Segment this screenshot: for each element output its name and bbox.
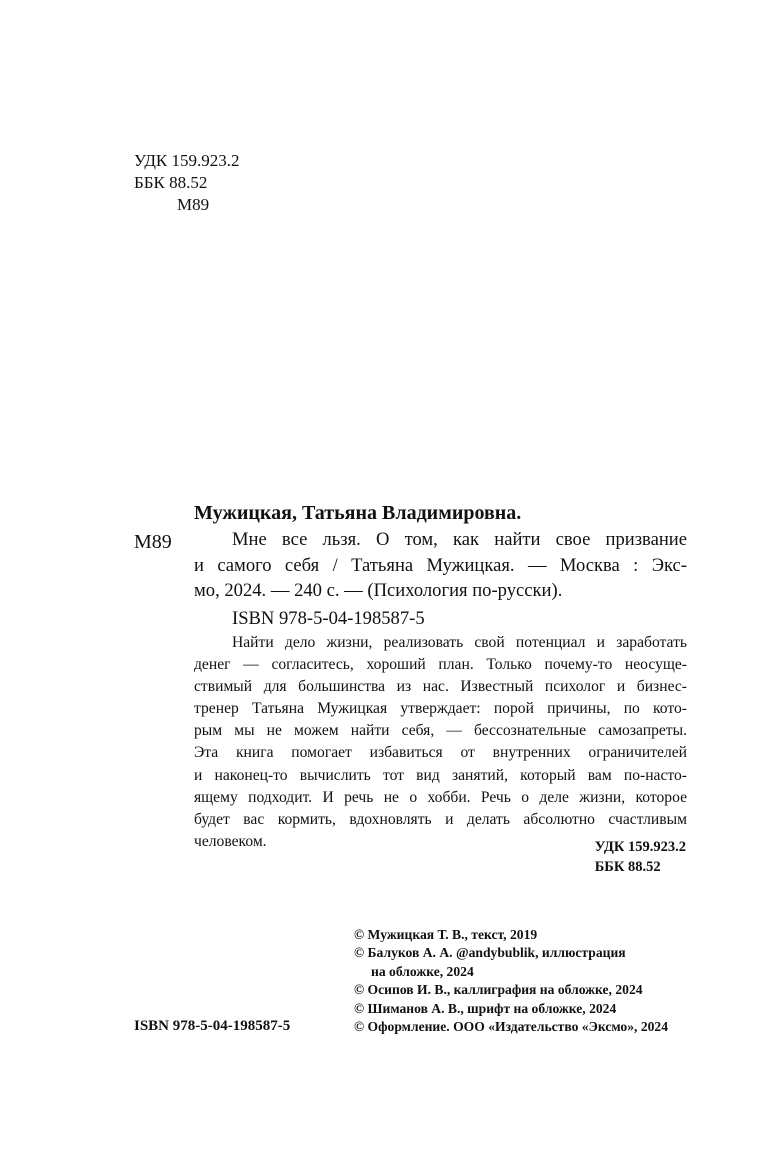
top-classification-codes [134,150,240,216]
annotation-line: человеком. [194,832,267,850]
annotation-line: и наконец-то вычислить тот вид занятий, который вам по-насто- [194,766,687,784]
bibliographic-description [194,527,687,604]
annotation [194,632,687,853]
description-line: и самого себя / Татьяна Мужицкая. — Москва : Экс- [194,554,687,576]
author-heading: Мужицкая, Татьяна Владимировна. [194,502,522,524]
annotation-line: тренер Татьяна Мужицкая утверждает: порой причины, по кото- [194,700,687,718]
right-classification-codes [595,837,686,877]
annotation-line: Найти дело жизни, реализовать свой потенциал и заработать [232,634,687,651]
annotation-line: денег — согласитесь, хороший план. Только почему-то неосуще- [194,656,687,674]
bottom-isbn: ISBN 978-5-04-198587-5 [134,1018,291,1034]
copyright-design: © Оформление. ООО «Издательство «Эксмо», 2024 [354,1019,669,1035]
copyright-calligraphy: © Осипов И. В., каллиграфия на обложке, 2024 [354,982,643,998]
description-line: мо, 2024. — 240 с. — (Психология по-русски). [194,580,563,601]
bbk-code-right: ББК 88.52 [594,859,661,875]
annotation-line: ящему подходит. И речь не о хобби. Речь о деле жизни, которое [194,788,687,806]
udk-code-right: УДК 159.923.2 [594,839,686,855]
copyright-font: © Шиманов А. В., шрифт на обложке, 2024 [354,1000,617,1016]
annotation-line: будет вас кормить, вдохновлять и делать абсолютно счастливым [194,810,687,828]
annotation-line: рым мы не можем найти себя, — бессознательные самозапреты. [194,722,687,740]
annotation-line: ствимый для большинства из нас. Известный психолог и бизнес- [194,678,687,696]
description-line: Мне все льзя. О том, как найти свое призвание [232,529,687,550]
copyright-block [354,926,668,1036]
record-isbn: ISBN 978-5-04-198587-5 [232,608,425,629]
annotation-line: Эта книга помогает избавиться от внутренних ограничителей [194,744,687,762]
copyright-text: © Мужицкая Т. В., текст, 2019 [354,927,538,942]
copyright-illustration-cont: на обложке, 2024 [371,963,474,979]
copyright-illustration: © Балуков А. А. @andybublik, иллюстрация [354,945,626,961]
bbk-code: ББК 88.52 [134,173,208,192]
side-author-mark: М89 [134,531,172,553]
author-mark: М89 [177,195,210,214]
udk-code: УДК 159.923.2 [134,151,240,170]
